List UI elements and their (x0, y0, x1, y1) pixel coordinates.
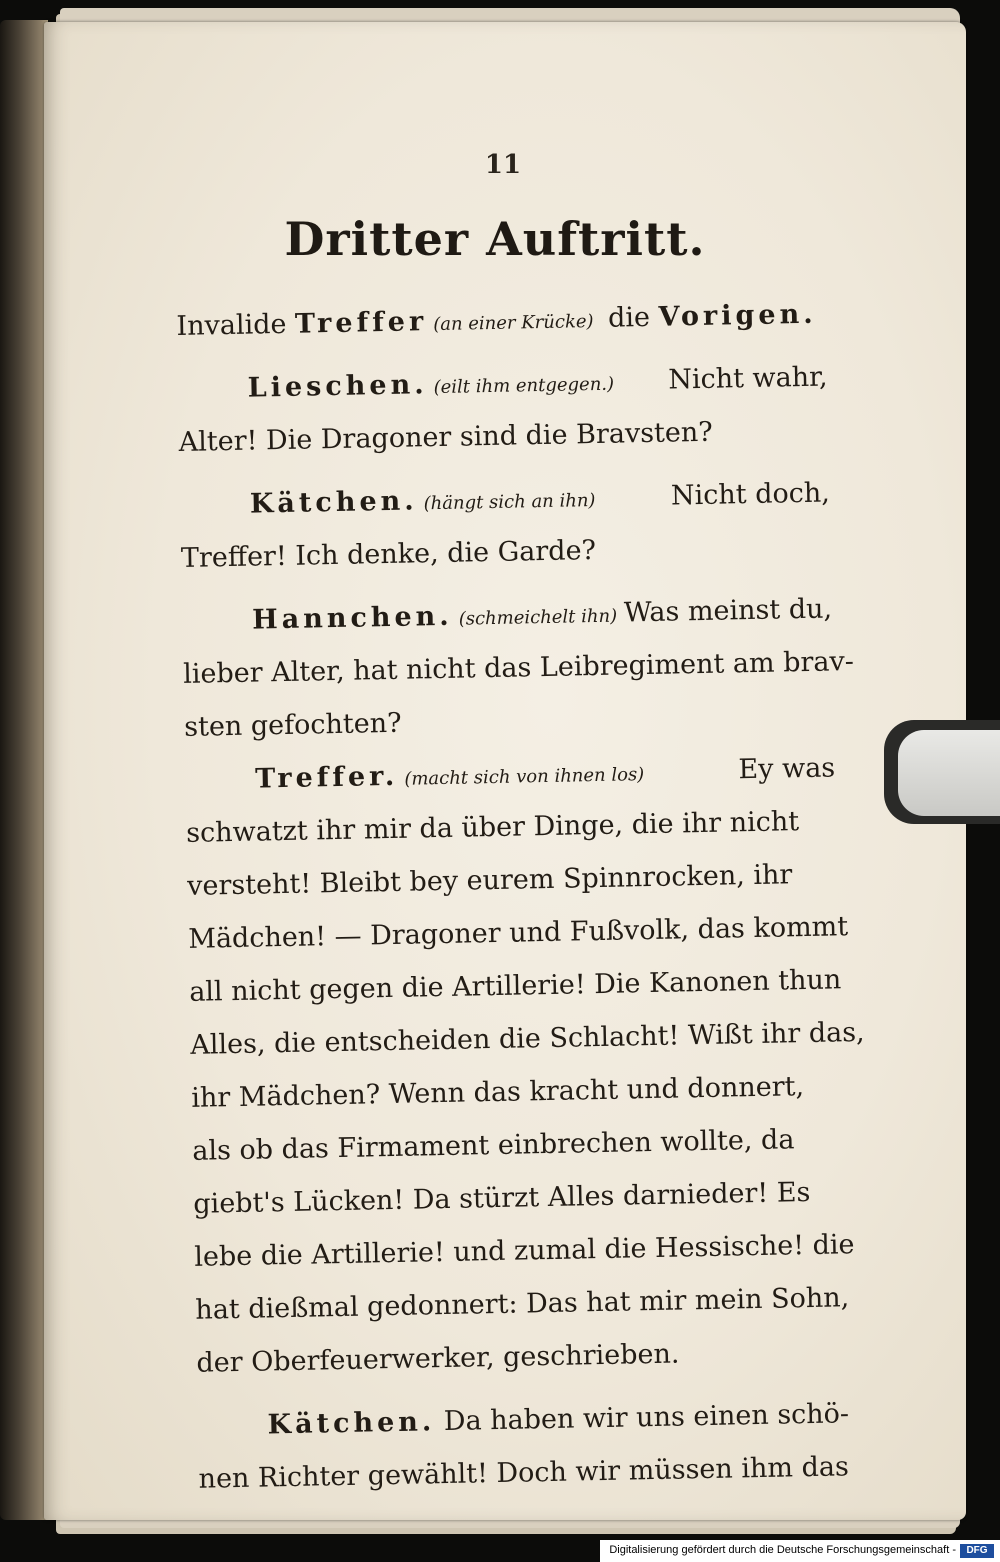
page-number: 11 (484, 150, 522, 180)
page-clip-inner (898, 730, 1000, 816)
funding-credit: Digitalisierung gefördert durch die Deutsche Forschungsgemeinschaft - (609, 1544, 956, 1556)
speech-text: Was meinst du, (623, 593, 833, 629)
speaker-name: Kätchen. (267, 1406, 436, 1441)
stage-direction: (eilt ihm entgegen.) (433, 373, 615, 399)
text-line: ihr Mädchen? Wenn das kracht und donnert, (191, 1071, 805, 1114)
dfg-logo: DFG (960, 1544, 994, 1558)
speaker-name: Treffer. (254, 760, 399, 795)
speech-text: Nicht doch, (670, 477, 831, 512)
text-line: sten gefochten? (183, 707, 402, 743)
text-line: Alles, die entscheiden die Schlacht! Wißt ihr das, (190, 1016, 865, 1061)
speech-text: Nicht wahr, (668, 361, 828, 396)
text-line: hat dießmal gedonnert: Das hat mir mein Sohn, (195, 1282, 850, 1326)
text-line: lieber Alter, hat nicht das Leibregiment am brav- (182, 646, 855, 690)
stage-direction: (schmeichelt ihn) (458, 605, 618, 630)
cast-line (176, 288, 827, 353)
stage-direction: (macht sich von ihnen los) (404, 764, 645, 790)
text-line: Treffer! Ich denke, die Garde? (180, 534, 597, 574)
text-line: als ob das Firmament einbrechen wollte, da (192, 1124, 795, 1167)
page-text (176, 288, 865, 1506)
text-line: Alter! Die Dragoner sind die Bravsten? (178, 416, 714, 458)
speaker-name: Kätchen. (249, 485, 418, 520)
cast-text: Invalide (176, 308, 296, 342)
character-name: Vorigen. (658, 298, 817, 333)
speech-text: Da haben wir uns einen schö- (443, 1398, 850, 1438)
character-name: Treffer (294, 306, 428, 340)
text-line: giebt's Lücken! Da stürzt Alles darnieder! Es (193, 1176, 811, 1220)
book-binding-edge (0, 20, 48, 1520)
stage-direction: (hängt sich an ihn) (423, 489, 596, 515)
text-line: der Oberfeuerwerker, geschrieben. (196, 1338, 680, 1379)
text-line: versteht! Bleibt bey eurem Spinnrocken, ihr (186, 859, 793, 902)
speech-text: Ey was (738, 752, 836, 786)
text-line: all nicht gegen die Artillerie! Die Kanonen thun (188, 964, 842, 1008)
cast-text: die (599, 301, 659, 334)
speaker-name: Hannchen. (251, 600, 453, 636)
text-line: schwatzt ihr mir da über Dinge, die ihr nicht (185, 806, 800, 849)
text-line: lebe die Artillerie! und zumal die Hessische! die (194, 1229, 855, 1273)
text-line: nen Richter gewählt! Doch wir müssen ihm das (198, 1451, 850, 1495)
scene-title: Dritter Auftritt. (284, 212, 706, 266)
speaker-name: Lieschen. (247, 369, 428, 404)
stage-direction: (an einer Krücke) (433, 310, 594, 336)
text-line: Mädchen! — Dragoner und Fußvolk, das kommt (187, 911, 849, 955)
